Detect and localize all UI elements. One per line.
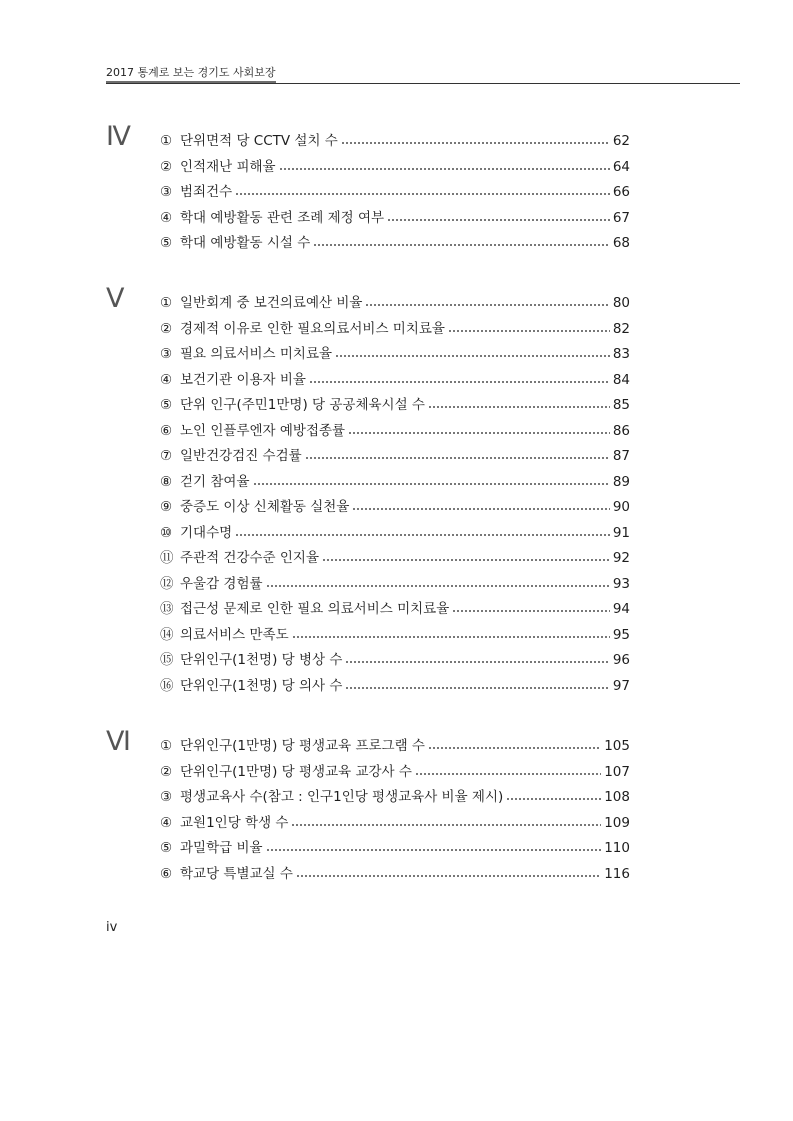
entry-number: ⑤ [160, 235, 173, 251]
dot-leader [235, 534, 610, 536]
entry-number: ④ [160, 371, 173, 388]
toc-entry[interactable] [160, 182, 630, 202]
toc-entry[interactable] [160, 319, 630, 339]
dot-leader [322, 559, 610, 561]
dot-leader [345, 687, 609, 689]
entry-title: 일반건강검진 수검률 [180, 448, 302, 464]
entry-title: 과밀학급 비율 [180, 840, 263, 856]
entry-page: 89 [612, 473, 630, 490]
toc-entry[interactable] [160, 446, 630, 466]
header-rule [106, 83, 740, 84]
entry-number: ⑬ [160, 601, 174, 617]
entry-number: ⑦ [160, 448, 173, 464]
entry-title: 걷기 참여율 [180, 473, 250, 490]
entry-page: 68 [612, 235, 630, 251]
entry-number: ⑧ [160, 473, 173, 490]
entry-number: ⑥ [160, 422, 173, 439]
entry-title: 필요 의료서비스 미치료율 [180, 346, 333, 362]
toc-entry[interactable] [160, 650, 630, 670]
toc-entry[interactable] [160, 548, 630, 568]
dot-leader [335, 355, 610, 357]
dot-leader [313, 244, 610, 246]
entry-number: ① [160, 295, 173, 311]
toc-entry[interactable] [160, 472, 630, 492]
entry-title: 범죄건수 [180, 184, 233, 200]
entry-number: ③ [160, 789, 173, 805]
dot-leader [291, 824, 601, 826]
dot-leader [415, 773, 601, 775]
entry-number: ⑪ [160, 550, 174, 566]
entry-number: ⑥ [160, 865, 173, 882]
entry-title: 우울감 경험률 [180, 575, 263, 592]
entry-number: ② [160, 320, 173, 337]
toc-entry[interactable] [160, 762, 630, 782]
dot-leader [305, 457, 610, 459]
entry-number: ⑤ [160, 397, 173, 413]
entry-number: ⑭ [160, 626, 174, 643]
entry-number: ④ [160, 814, 173, 831]
toc-entry[interactable] [160, 233, 630, 253]
entry-number: ⑯ [160, 677, 174, 694]
entry-page: 109 [604, 814, 630, 831]
entry-page: 86 [612, 422, 630, 439]
entry-page: 84 [612, 371, 630, 388]
toc-entry[interactable] [160, 736, 630, 756]
dot-leader [235, 193, 610, 195]
section-numeral: Ⅴ [106, 283, 125, 314]
dot-leader [348, 432, 610, 434]
dot-leader [296, 875, 601, 877]
dot-leader [452, 610, 610, 612]
toc-entry[interactable] [160, 523, 630, 543]
entry-title: 단위인구(1천명) 당 병상 수 [180, 652, 343, 668]
entry-page: 83 [612, 346, 630, 362]
dot-leader [309, 381, 610, 383]
running-header [106, 66, 740, 86]
toc-entry[interactable] [160, 157, 630, 177]
dot-leader [506, 798, 601, 800]
dot-leader [365, 304, 609, 306]
entry-page: 85 [612, 397, 630, 413]
entry-page: 82 [612, 320, 630, 337]
entry-page: 110 [604, 840, 630, 856]
page-folio: iv [106, 920, 118, 935]
entry-title: 접근성 문제로 인한 필요 의료서비스 미치료율 [180, 601, 450, 617]
dot-leader [266, 585, 610, 587]
entry-page: 80 [612, 295, 630, 311]
toc-entry[interactable] [160, 421, 630, 441]
section-numeral: Ⅳ [106, 121, 131, 152]
entry-title: 인적재난 피해율 [180, 158, 276, 175]
toc-entry[interactable] [160, 293, 630, 313]
entry-number: ② [160, 158, 173, 175]
entry-page: 105 [604, 738, 630, 754]
toc-entry[interactable] [160, 599, 630, 619]
entry-title: 단위면적 당 CCTV 설치 수 [180, 133, 338, 149]
entry-page: 87 [612, 448, 630, 464]
entry-page: 90 [612, 499, 630, 515]
toc-entry[interactable] [160, 344, 630, 364]
toc-entry[interactable] [160, 131, 630, 151]
entry-title: 단위인구(1만명) 당 평생교육 프로그램 수 [180, 738, 425, 754]
entry-number: ⑫ [160, 575, 174, 592]
entry-title: 학교당 특별교실 수 [180, 865, 293, 882]
entry-number: ⑮ [160, 652, 174, 668]
entry-page: 108 [604, 789, 630, 805]
entry-title: 평생교육사 수(참고 : 인구1인당 평생교육사 비율 제시) [180, 789, 504, 805]
dot-leader [428, 747, 601, 749]
entry-number: ⑨ [160, 499, 173, 515]
entry-page: 62 [612, 133, 630, 149]
entry-page: 91 [612, 524, 630, 541]
entry-page: 94 [612, 601, 630, 617]
toc-entry[interactable] [160, 497, 630, 517]
entry-title: 주관적 건강수준 인지율 [180, 550, 319, 566]
toc-entry[interactable] [160, 676, 630, 696]
dot-leader [448, 330, 610, 332]
dot-leader [279, 168, 610, 170]
entry-title: 노인 인플루엔자 예방접종률 [180, 422, 346, 439]
dot-leader [387, 219, 610, 221]
entry-title: 단위 인구(주민1만명) 당 공공체육시설 수 [180, 397, 425, 413]
dot-leader [253, 483, 610, 485]
entry-title: 일반회계 중 보건의료예산 비율 [180, 295, 363, 311]
section-numeral: Ⅵ [106, 726, 131, 757]
entry-number: ① [160, 133, 173, 149]
entry-number: ③ [160, 346, 173, 362]
running-header-title: 2017 통계로 보는 경기도 사회보장 [106, 66, 276, 84]
entry-number: ⑤ [160, 840, 173, 856]
entry-page: 67 [612, 209, 630, 226]
entry-number: ③ [160, 184, 173, 200]
entry-page: 116 [604, 865, 630, 882]
entry-title: 학대 예방활동 시설 수 [180, 235, 311, 251]
toc-entry[interactable] [160, 838, 630, 858]
entry-page: 107 [604, 763, 630, 780]
entry-title: 학대 예방활동 관련 조례 제정 여부 [180, 209, 385, 226]
entry-title: 단위인구(1만명) 당 평생교육 교강사 수 [180, 763, 412, 780]
toc-entry[interactable] [160, 370, 630, 390]
entry-number: ④ [160, 209, 173, 226]
entry-page: 64 [612, 158, 630, 175]
entry-title: 단위인구(1천명) 당 의사 수 [180, 677, 343, 694]
dot-leader [345, 661, 609, 663]
entry-title: 중증도 이상 신체활동 실천율 [180, 499, 350, 515]
entry-number: ① [160, 738, 173, 754]
dot-leader [352, 508, 609, 510]
entry-page: 95 [612, 626, 630, 643]
dot-leader [341, 142, 610, 144]
dot-leader [266, 849, 602, 851]
entry-title: 의료서비스 만족도 [180, 626, 289, 643]
entry-title: 기대수명 [180, 524, 233, 541]
toc-entry[interactable] [160, 864, 630, 884]
toc-entry[interactable] [160, 574, 630, 594]
entry-page: 66 [612, 184, 630, 200]
entry-number: ⑩ [160, 524, 173, 541]
toc-entry[interactable] [160, 813, 630, 833]
entry-title: 교원1인당 학생 수 [180, 814, 289, 831]
entry-page: 92 [612, 550, 630, 566]
toc-entry[interactable] [160, 395, 630, 415]
toc-entry[interactable] [160, 625, 630, 645]
toc-entry[interactable] [160, 208, 630, 228]
dot-leader [428, 406, 610, 408]
entry-page: 93 [612, 575, 630, 592]
entry-page: 96 [612, 652, 630, 668]
entry-number: ② [160, 763, 173, 780]
entry-title: 보건기관 이용자 비율 [180, 371, 306, 388]
dot-leader [292, 636, 610, 638]
entry-title: 경제적 이유로 인한 필요의료서비스 미치료율 [180, 320, 445, 337]
entry-page: 97 [612, 677, 630, 694]
toc-entry[interactable] [160, 787, 630, 807]
